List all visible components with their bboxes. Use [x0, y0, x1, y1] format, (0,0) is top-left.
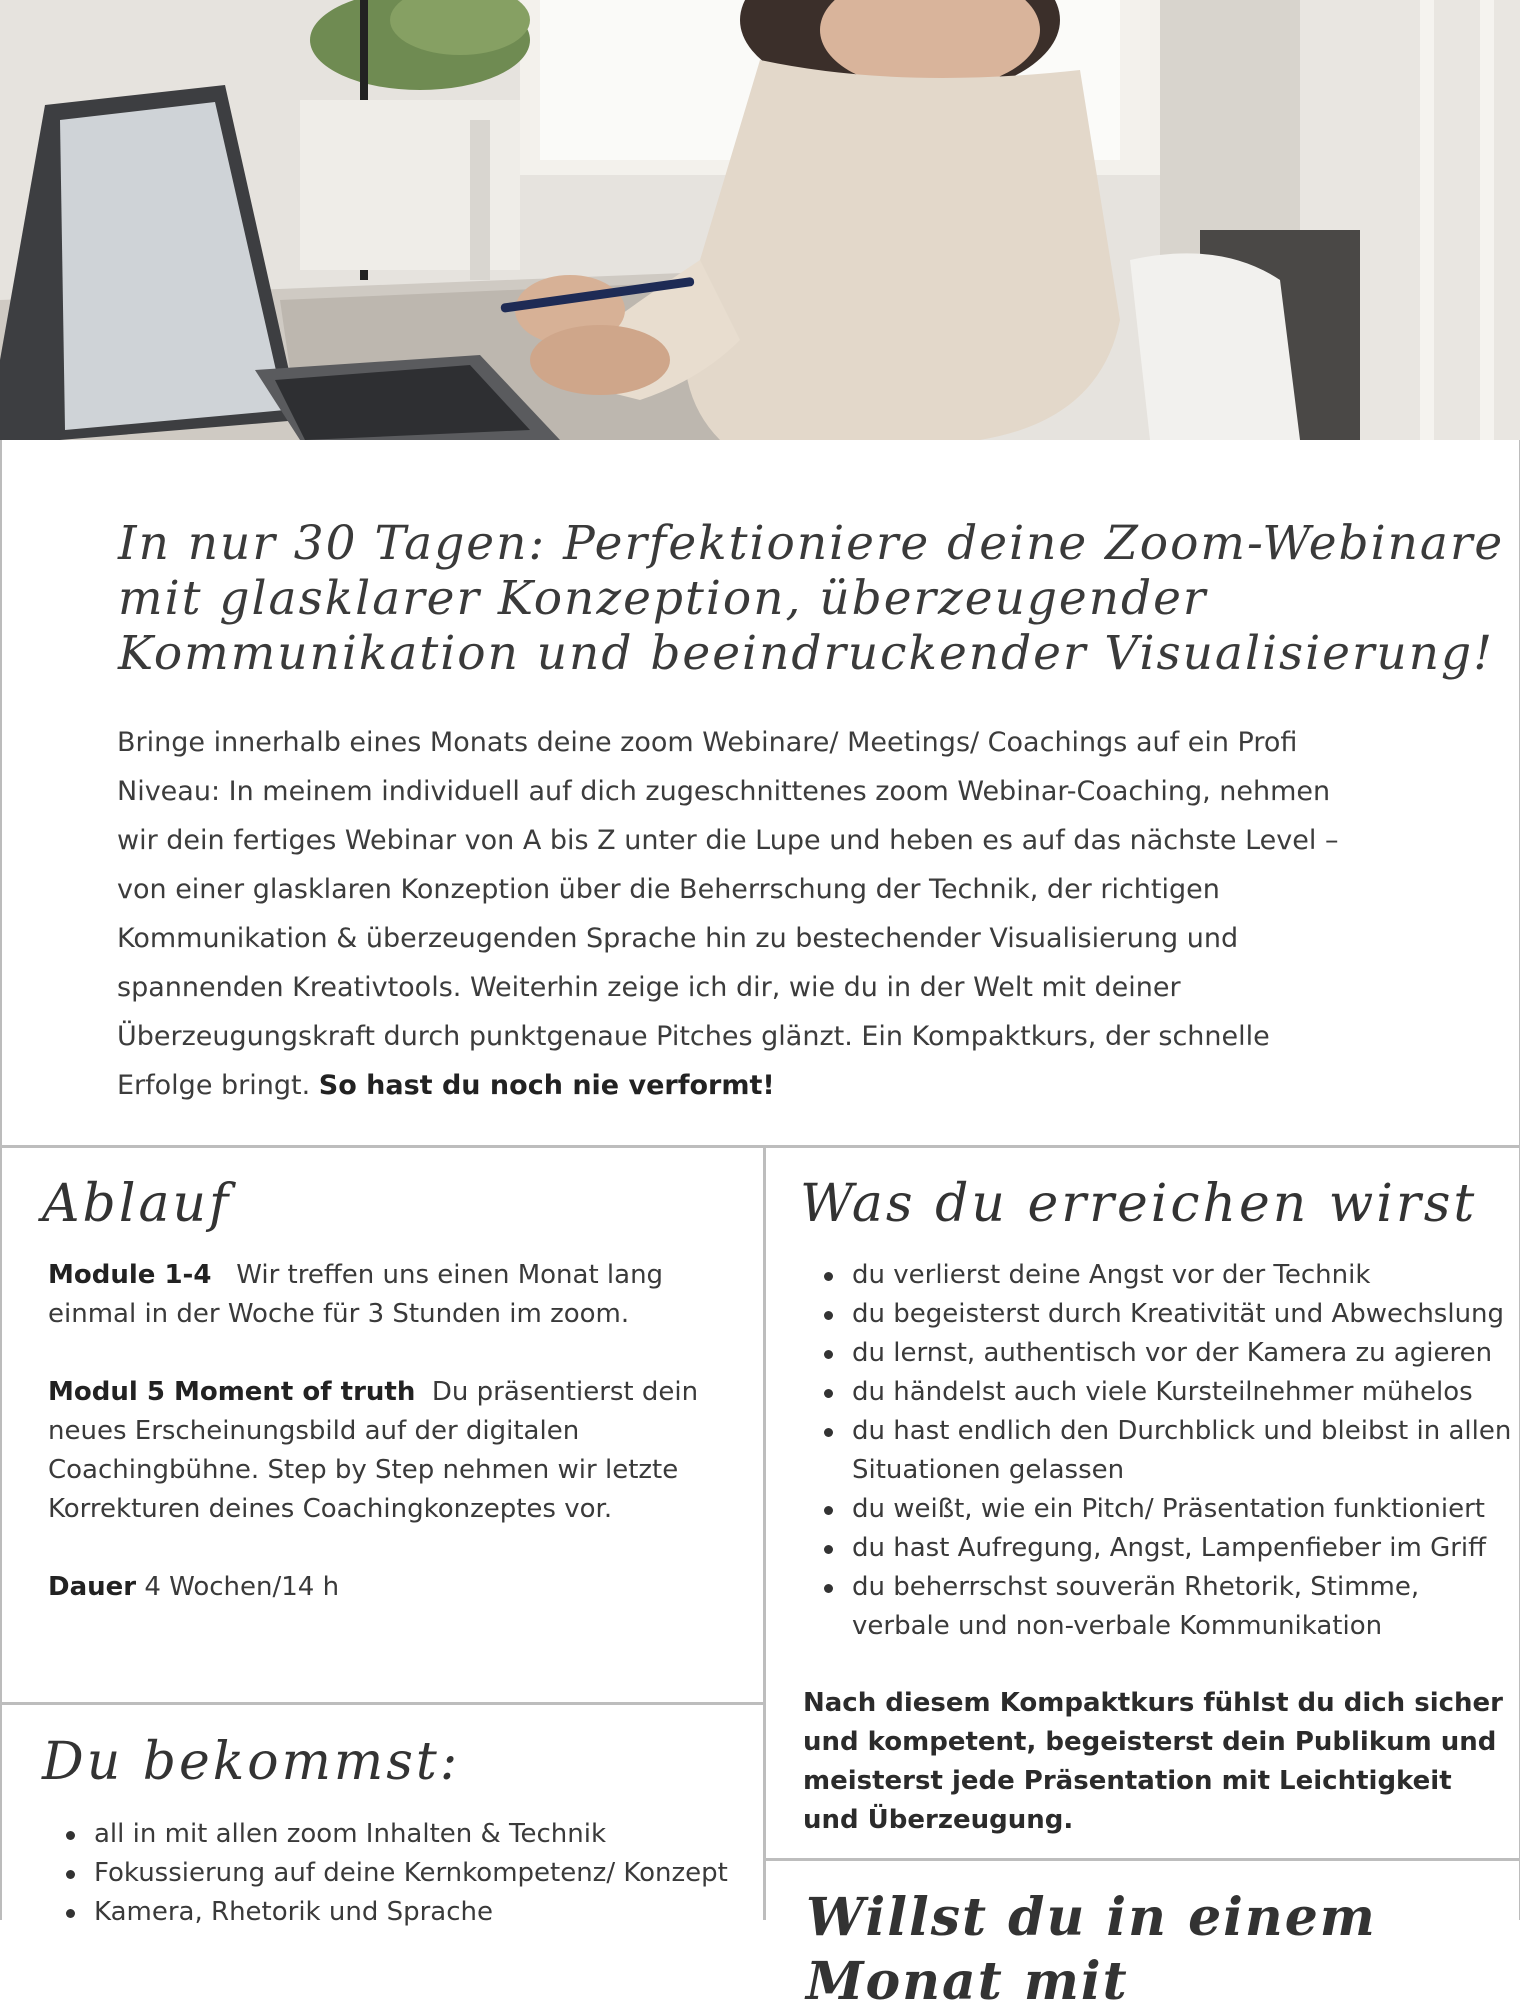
next-box-title: Willst du in einem Monat mit [806, 1887, 1377, 2012]
bekommst-list [52, 1815, 762, 1932]
ablauf-content [48, 1256, 758, 1646]
divider-top [0, 1145, 1521, 1148]
list-item: du weißt, wie ein Pitch/ Präsentation funktioniert [852, 1490, 1512, 1529]
hero-photo [0, 0, 1520, 440]
module-5-text: Du präsentierst dein neues Erscheinungsbild auf der digitalen Coachingbühne. Step by Step nehmen wir letzte Korrekturen deines Coachingkonzeptes vor. [48, 1377, 699, 1524]
list-item: du begeisterst durch Kreativität und Abwechslung [852, 1295, 1512, 1334]
duration-value: 4 Wochen/14 h [144, 1572, 340, 1602]
intro-bold-claim: So hast du noch nie verformt! [318, 1070, 775, 1101]
ablauf-title: Ablauf [42, 1174, 232, 1234]
intro-paragraph [117, 718, 1367, 1110]
module-5-label: Modul 5 Moment of truth [48, 1377, 416, 1407]
list-item: Fokussierung auf deine Kernkompetenz/ Konzept [94, 1854, 762, 1893]
duration [48, 1568, 758, 1607]
list-item: du händelst auch viele Kursteilnehmer mühelos [852, 1373, 1512, 1412]
page-margin-right [1520, 0, 1536, 1920]
divider-right-bottom [765, 1858, 1521, 1861]
list-item: du verlierst deine Angst vor der Technik [852, 1256, 1512, 1295]
bekommst-list-wrap [52, 1815, 762, 1932]
woman-at-laptop-illustration [0, 0, 1520, 440]
list-item: du lernst, authentisch vor der Kamera zu agieren [852, 1334, 1512, 1373]
module-1-4-label: Module 1-4 [48, 1260, 212, 1290]
module-1-4 [48, 1256, 758, 1334]
frame-line-left [0, 440, 2, 1920]
list-item: du hast endlich den Durchblick und bleibst in allen Situationen gelassen [852, 1412, 1512, 1490]
list-item: all in mit allen zoom Inhalten & Technik [94, 1815, 762, 1854]
erreichen-summary: Nach diesem Kompaktkurs fühlst du dich sicher und kompetent, begeisterst dein Publikum und meisterst jede Präsentation mit Leichtigkeit und Überzeugung. [803, 1688, 1503, 1835]
page-title: In nur 30 Tagen: Perfektioniere deine Zoom-Webinare mit glasklarer Konzeption, überzeugender Kommunikation und beeindruckender Visualisierung! [118, 516, 1505, 681]
bekommst-title: Du bekommst: [42, 1732, 461, 1792]
intro-text: Bringe innerhalb eines Monats deine zoom Webinare/ Meetings/ Coachings auf ein Profi Niveau: In meinem individuell auf dich zugeschnittenes zoom Webinar-Coaching, nehmen wir dein fertiges Webinar von A bis Z unter die Lupe und heben es auf das nächste Level – von einer glasklaren Konzeption über die Beherrschung der Technik, der richtigen Kommunikation & überzeugenden Sprache hin zu bestechender Visualisierung und spannenden Kreativtools. Weiterhin zeige ich dir, wie du in der Welt mit deiner Überzeugungskraft durch punktgenaue Pitches glänzt. Ein Kompaktkurs, der schnelle Erfolge bringt. [117, 727, 1339, 1101]
module-1-4-text: Wir treffen uns einen Monat lang einmal in der Woche für 3 Stunden im zoom. [48, 1260, 664, 1329]
erreichen-title: Was du erreichen wirst [800, 1174, 1478, 1234]
erreichen-list [812, 1256, 1512, 1646]
divider-left-bottom [0, 1702, 765, 1705]
module-5 [48, 1373, 758, 1529]
divider-middle [763, 1145, 766, 1920]
duration-label: Dauer [48, 1572, 137, 1602]
list-item: Kamera, Rhetorik und Sprache [94, 1893, 762, 1932]
list-item: du beherrschst souverän Rhetorik, Stimme, verbale und non-verbale Kommunikation [852, 1568, 1512, 1646]
erreichen-list-wrap [812, 1256, 1512, 1646]
list-item: du hast Aufregung, Angst, Lampenfieber im Griff [852, 1529, 1512, 1568]
